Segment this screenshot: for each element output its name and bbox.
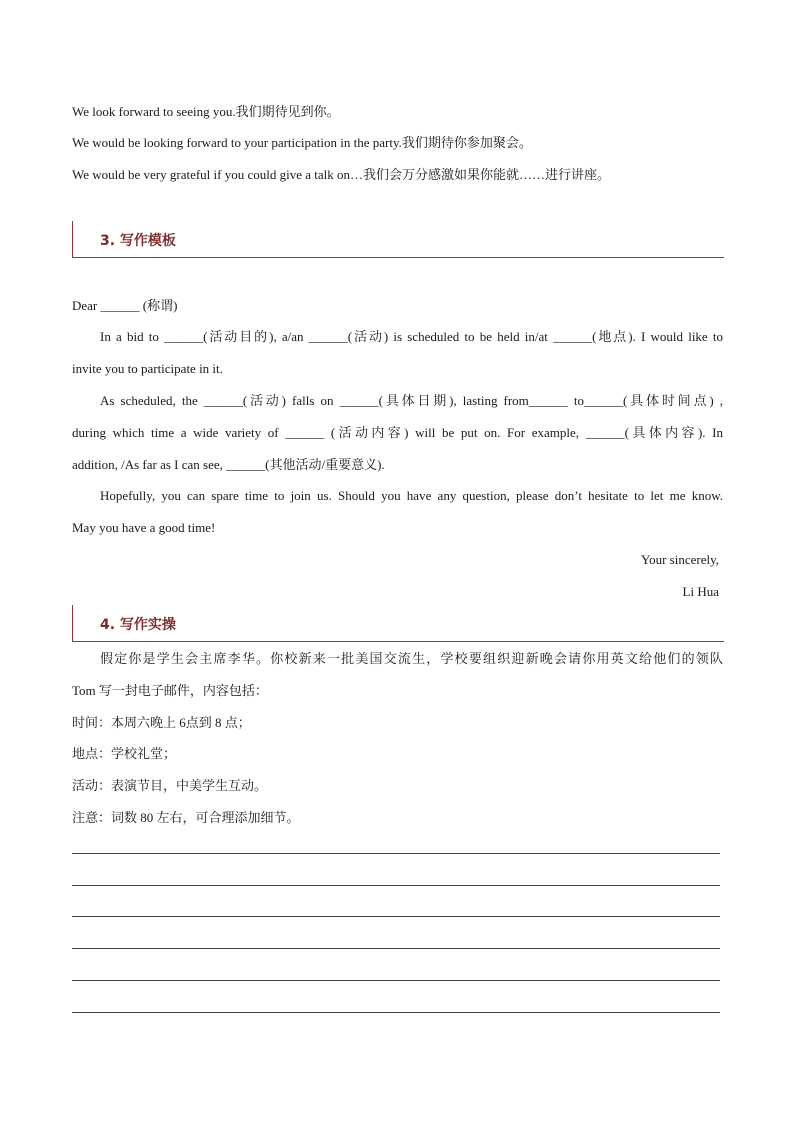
answer-line bbox=[72, 980, 720, 981]
task-line-2: Tom 写一封电子邮件，内容包括： bbox=[72, 683, 268, 698]
template-paragraph-3-line-2: May you have a good time! bbox=[72, 520, 216, 535]
task-time: 时间：本周六晚上 6点到 8 点； bbox=[72, 715, 251, 730]
template-paragraph-2-line-2: during which time a wide variety of ______ (活动内容) will be put on. For example, ______(具体内容). In bbox=[72, 425, 723, 440]
template-paragraph-1-line-2: invite you to participate in it. bbox=[72, 361, 223, 376]
task-line-1: 假定你是学生会主席李华。你校新来一批美国交流生，学校要组织迎新晚会请你用英文给他们的领队 bbox=[100, 651, 723, 666]
answer-line bbox=[72, 853, 720, 854]
template-paragraph-2-line-3: addition, /As far as I can see, ______(其他活动/重要意义). bbox=[72, 457, 385, 472]
task-place: 地点：学校礼堂； bbox=[72, 746, 177, 761]
phrase-line: We would be looking forward to your participation in the party.我们期待你参加聚会。 bbox=[72, 135, 532, 150]
phrase-line: We would be very grateful if you could give a talk on…我们会万分感激如果你能就……进行讲座。 bbox=[72, 167, 611, 182]
section-3-header bbox=[72, 221, 724, 258]
template-paragraph-1-line-1: In a bid to ______(活动目的), a/an ______(活动) is scheduled to be held in/at ______(地点). I would like to bbox=[100, 329, 723, 344]
task-note: 注意：词数 80 左右，可合理添加细节。 bbox=[72, 810, 300, 825]
section-4-title: 4. 写作实操 bbox=[100, 617, 176, 633]
section-4-header bbox=[72, 605, 724, 642]
task-activity: 活动：表演节目，中美学生互动。 bbox=[72, 778, 268, 793]
template-paragraph-3-line-1: Hopefully, you can spare time to join us. Should you have any question, please don’t hesitate to let me know. bbox=[100, 488, 723, 503]
answer-line bbox=[72, 1012, 720, 1013]
template-closing: Your sincerely, bbox=[641, 552, 719, 567]
template-salutation: Dear ______ (称谓) bbox=[72, 298, 178, 313]
answer-line bbox=[72, 885, 720, 886]
template-signature: Li Hua bbox=[682, 584, 719, 599]
answer-line bbox=[72, 948, 720, 949]
template-paragraph-2-line-1: As scheduled, the ______(活动) falls on ______(具体日期), lasting from______ to______(具体时间点) , bbox=[100, 393, 723, 408]
answer-line bbox=[72, 916, 720, 917]
phrase-line: We look forward to seeing you.我们期待见到你。 bbox=[72, 104, 340, 119]
section-3-title: 3. 写作模板 bbox=[100, 233, 176, 249]
